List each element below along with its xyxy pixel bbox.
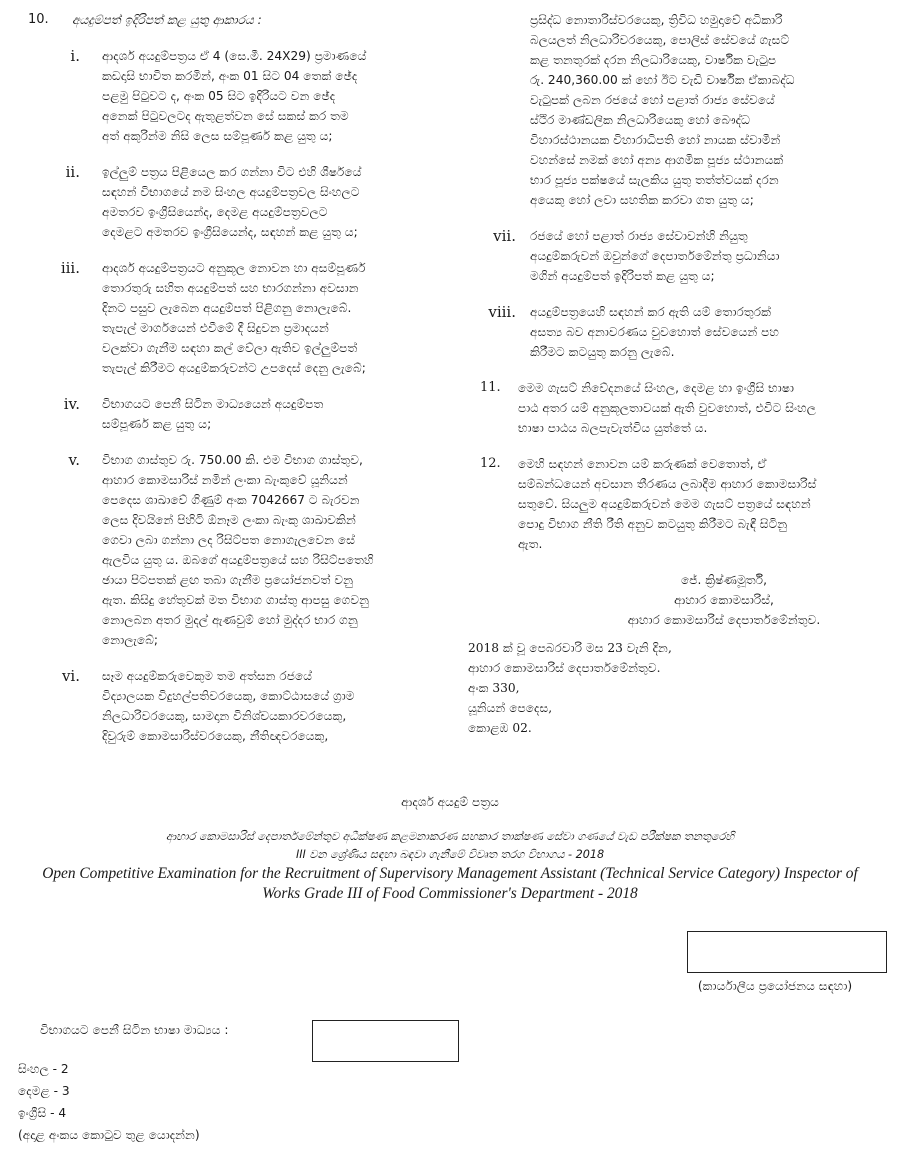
text-line: සතුවේ. සියලුම අයදුම්කරුවන් මෙම ගැසට් පත්‍රයේ සඳහන් bbox=[518, 497, 811, 511]
text-line: කළ තනතුරක් දරන නිලධාරියෙකු, වාර්ෂික වැටුප bbox=[530, 53, 777, 67]
form-header-english-2: Works Grade III of Food Commissioner's Department - 2018 bbox=[262, 885, 638, 902]
form-title: ආදර්ශ අයදුම් පත්‍රය bbox=[401, 795, 499, 809]
item-text bbox=[102, 46, 460, 146]
language-options bbox=[18, 1058, 200, 1146]
text-line: විභාග ගාස්තුව රු. 750.00 කි. එම විභාග ගාස්තුව, bbox=[102, 453, 363, 467]
text-line: නොලබන අතර මුදල් ඇණවුම් හෝ මුද්දර භාර ගනු bbox=[102, 613, 358, 627]
list-item bbox=[20, 394, 460, 434]
text-line: වැටුපක් ලබන රජයේ හෝ පළාත් රාජ්‍ය සේවයේ bbox=[530, 93, 775, 107]
text-line: විහාරස්ථානයක විහාරාධිපති හෝ නායක ස්වාමීන් bbox=[530, 133, 781, 147]
text-line: ස්ථිර මාණ්ඩලික නිලධාරියෙකු හෝ බෞද්ධ bbox=[530, 113, 751, 127]
text-line: තොරතුරු සහිත අයදුම්පත් සහ භාරගන්නා අවසාන bbox=[102, 281, 359, 295]
form-header-sinhala-1: ආහාර කොමසාරිස් දෙපාර්තමේන්තුව අධීක්ෂණ කළමනාකරණ සහකාර තාක්ෂණ සේවා ගණයේ වැඩ පරීක්ෂක තනතුරෙහි bbox=[165, 830, 735, 843]
text-line: කඩදාසි භාවිත කරමින්, අංක 01 සිට 04 තෙක් ඡේද bbox=[102, 69, 358, 83]
list-item bbox=[468, 302, 890, 362]
text-line: ප්‍රසිද්ධ නොතාරිස්වරයෙකු, ත්‍රිවිධ හමුදාවේ අධිකාරි bbox=[530, 13, 783, 27]
text-line: අසත්‍ය බව අනාවරණය වුවහොත් සේවයෙන් පහ bbox=[530, 325, 780, 339]
numbered-section bbox=[468, 378, 890, 438]
text-line: ඉල්ලුම් පත්‍රය පිළියෙල කර ගන්නා විට එහි ශීර්ෂයේ bbox=[102, 165, 362, 179]
list-item bbox=[468, 226, 890, 286]
section-title: අයදුම්පත් ඉදිරිපත් කළ යුතු ආකාරය : bbox=[72, 13, 262, 27]
left-column bbox=[20, 10, 460, 762]
text-line: කිරීමට කටයුතු කරනු ලැබේ. bbox=[530, 345, 675, 359]
text-line: සම්බන්ධයෙන් අවසාන තීරණය ලබාදීම ආහාර කොමසාරිස් bbox=[518, 477, 817, 491]
signature-block bbox=[558, 570, 890, 630]
text-line: අයදුම්කරුවන් ඔවුන්ගේ දෙපාර්තමේන්තු ප්‍රධානියා bbox=[530, 249, 780, 263]
text-line: සෑම අයදුම්කරුවෙකුම තම අත්සන රජයේ bbox=[102, 669, 313, 683]
option-sinhala: සිංහල - 2 bbox=[18, 1062, 69, 1076]
item-text bbox=[102, 162, 460, 242]
item-number: iii. bbox=[60, 259, 80, 277]
signatory-name: ජේ. ක්‍රිෂ්ණමූර්ති, bbox=[680, 573, 768, 587]
language-medium-label: විභාගයට පෙනී සිටින භාෂා මාධ්‍යය : bbox=[40, 1023, 229, 1037]
form-header-english-1: Open Competitive Examination for the Recruitment of Supervisory Management Assistant (Technical Service Category) Inspector of bbox=[42, 865, 858, 882]
text-line: වලක්වා ගැනීම සඳහා කල් වේලා ඇතිව ඉල්ලුම්පත් bbox=[102, 341, 358, 355]
option-tamil: දෙමළ - 3 bbox=[18, 1084, 70, 1098]
language-medium-box[interactable] bbox=[312, 1020, 459, 1062]
text-line: ආදර්ශ අයදුම්පත්‍රය ඒ 4 (සෙ.මී. 24X29) ප්‍රමාණයේ bbox=[102, 49, 367, 63]
text-line: අමතරව ඉංග්‍රීසියෙන්ද, දෙමළ අයදුම්පත්‍රවලට bbox=[102, 205, 328, 219]
text-line: සම්පූර්ණ කළ යුතු ය; bbox=[102, 417, 212, 431]
text-line: විභාගයට පෙනී සිටින මාධ්‍යයෙන් අයදුම්පත bbox=[102, 397, 324, 411]
option-english: ඉංග්‍රීසි - 4 bbox=[18, 1106, 67, 1120]
text-line: අනෙක් පිටුවලටද ඇතුළත්වන සේ සකස් කර තම bbox=[102, 109, 349, 123]
numbered-sections bbox=[468, 378, 890, 554]
item-text bbox=[530, 226, 890, 286]
item-number: iv. bbox=[63, 395, 80, 413]
option-instruction: (අදාළ අංකය කොටුව තුළ යොදන්න) bbox=[18, 1128, 200, 1142]
item-number: i. bbox=[70, 47, 80, 65]
list-item bbox=[20, 46, 460, 146]
text-line: ඡායා පිටපතක් ළඟ තබා ගැනීම ප්‍රයෝජනවත් වනු bbox=[102, 573, 354, 587]
item-text bbox=[102, 258, 460, 378]
text-line: මගින් අයදුම්පත් ඉදිරිපත් කළ යුතු ය; bbox=[530, 269, 715, 283]
text-line: ලෙස දිවයිනේ පිහිටි ඕනෑම ලංකා බැංකු ශාඛාවකින් bbox=[102, 513, 356, 527]
text-line: නිලධාරිවරයෙකු, සාමදාන විනිශ්චයකාරවරයෙකු, bbox=[102, 709, 347, 723]
text-line: දෙමළට අමතරව ඉංග්‍රීසියෙන්ද, සඳහන් කළ යුතු ය; bbox=[102, 225, 358, 239]
text-line: තැපැල් කිරීමට අයදුම්කරුවන්ට උපදෙස් දෙනු ලැබේ; bbox=[102, 361, 366, 375]
item-number: vi. bbox=[61, 667, 80, 685]
text-line: වහන්සේ නමක් හෝ අන්‍ය ආගමික පූජ්‍ය ස්ථානයක් bbox=[530, 153, 784, 167]
text-line: අත් අකුරින්ම නිසි ලෙස සම්පූර්ණ කළ යුතු ය; bbox=[102, 129, 333, 143]
text-line: රු. 240,360.00 ක් හෝ ඊට වැඩි වාර්ෂික ඒකාබද්ධ bbox=[530, 73, 795, 87]
address-line: ආහාර කොමසාරිස් දෙපාර්තමේන්තුව. bbox=[468, 661, 661, 675]
text-line: දිනට පසුව ලැබෙන අයදුම්පත් පිළිගනු නොලැබේ. bbox=[102, 301, 352, 315]
list-item bbox=[20, 666, 460, 746]
text-line: රජයේ හෝ පළාත් රාජ්‍ය සේවාවන්හි නියුතු bbox=[530, 229, 748, 243]
form-header-sinhala-2: III වන ශ්‍රේණිය සඳහා බඳවා ගැනීමේ විවෘත තරග විභාගය - 2018 bbox=[295, 848, 605, 861]
text-line: බලයලත් නිලධාරිවරයෙකු, පොලිස් සේවයේ ගැසට් bbox=[530, 33, 790, 47]
text-line: පළමු පිටුවට ද, අංක 05 සිට ඉදිරියට වන ඡේද bbox=[102, 89, 336, 103]
date-line: 2018 ක් වූ පෙබරවාරි මස 23 වැනි දින, bbox=[468, 641, 672, 655]
section-number: 12. bbox=[480, 456, 501, 471]
office-use-label: (කාර්යාලීය ප්‍රයෝජනය සඳහා) bbox=[697, 979, 853, 993]
text-line: ආදර්ශ අයදුම්පත්‍රයට අනුකූල නොවන හා අසම්පූර්ණ bbox=[102, 261, 366, 275]
item-text bbox=[102, 450, 460, 650]
signatory-title: ආහාර කොමසාරිස්, bbox=[674, 593, 774, 607]
text-line: සඳහන් විභාගයේ නම සිංහල අයදුම්පත්‍රවල සිංහලට bbox=[102, 185, 360, 199]
form-header bbox=[0, 828, 900, 904]
right-column bbox=[468, 10, 890, 738]
text-line: ඇලවිය යුතු ය. ඔබගේ අයදුම්පත්‍රයේ සහ රිසිට්පතෙහි bbox=[102, 553, 374, 567]
text-line: අයදුම්පත්‍රයෙහි සඳහන් කර ඇති යම් තොරතුරක් bbox=[530, 305, 772, 319]
text-line: අයෙකු හෝ ලවා සහතික කරවා ගත යුතු ය; bbox=[530, 193, 754, 207]
text-line: පොදු විභාග නීති රීති අනුව කටයුතු කිරීමට බැඳී සිටිනු bbox=[518, 517, 788, 531]
text-line: පෙදෙස ශාඛාවේ ගිණුම් අංක 7042667 ට බැරවන bbox=[102, 493, 360, 507]
address-line: අංක 330, bbox=[468, 681, 520, 695]
text-line: ගෙවා ලබා ගන්නා ලද රිසිට්පත නොගැලවෙන සේ bbox=[102, 533, 355, 547]
section-text bbox=[518, 378, 890, 438]
text-line: තැපැල් මාර්ගයෙන් එවීමේ දී සිදුවන ප්‍රමාදයන් bbox=[102, 321, 329, 335]
list-item bbox=[20, 258, 460, 378]
office-use-box[interactable] bbox=[687, 931, 887, 973]
item-text bbox=[102, 666, 460, 746]
text-line: භාෂා පාඨය බලපැවැත්විය යුත්තේ ය. bbox=[518, 421, 708, 435]
item-text bbox=[102, 394, 460, 434]
text-line: ඇත. කිසිදු හේතුවක් මත විභාග ගාස්තු ආපසු ගෙවනු bbox=[102, 593, 370, 607]
item-number: viii. bbox=[488, 303, 516, 321]
text-line: විද්‍යාලයක විදුහල්පතිවරයෙකු, කොට්ඨාසයේ ග්‍රාම bbox=[102, 689, 355, 703]
numbered-section bbox=[468, 454, 890, 554]
list-item bbox=[20, 162, 460, 242]
signatory-department: ආහාර කොමසාරිස් දෙපාර්තමේන්තුව. bbox=[627, 613, 821, 627]
item-number: v. bbox=[68, 451, 80, 469]
date-address-block bbox=[468, 638, 890, 738]
section-10-items bbox=[20, 46, 460, 746]
text-line: මෙහි සඳහන් නොවන යම් කරුණක් වෙතොත්, ඒ bbox=[518, 457, 767, 471]
text-line: මෙම ගැසට් නිවේදනයේ සිංහල, දෙමළ හා ඉංග්‍රීසි භාෂා bbox=[518, 381, 794, 395]
section-text bbox=[518, 454, 890, 554]
text-line: ආහාර කොමසාරිස් නමින් ලංකා බැංකුවේ යූනියන් bbox=[102, 473, 348, 487]
item-number: vii. bbox=[493, 227, 516, 245]
right-items bbox=[468, 226, 890, 362]
section-number: 10. bbox=[28, 12, 49, 27]
address-line: කොළඹ 02. bbox=[468, 721, 532, 735]
address-line: යූනියන් පෙදෙස, bbox=[468, 701, 553, 715]
text-line: පාඨ අතර යම් අනුකූලතාවයක් ඇති වුවහොත්, එවිට සිංහල bbox=[518, 401, 817, 415]
item-vi-continued bbox=[530, 10, 890, 210]
text-line: ඇත. bbox=[518, 537, 543, 551]
text-line: දිවුරුම් කොමසාරිස්වරයෙකු, නීතිඥවරයෙකු, bbox=[102, 729, 329, 743]
text-line: භාර පූජ්‍ය පක්ෂයේ සැලකිය යුතු තත්ත්වයක් දරන bbox=[530, 173, 779, 187]
text-line: නොලැබේ; bbox=[102, 633, 159, 647]
item-number: ii. bbox=[65, 163, 80, 181]
section-number: 11. bbox=[480, 380, 501, 395]
section-10-heading bbox=[20, 10, 460, 30]
list-item bbox=[20, 450, 460, 650]
item-text bbox=[530, 302, 890, 362]
